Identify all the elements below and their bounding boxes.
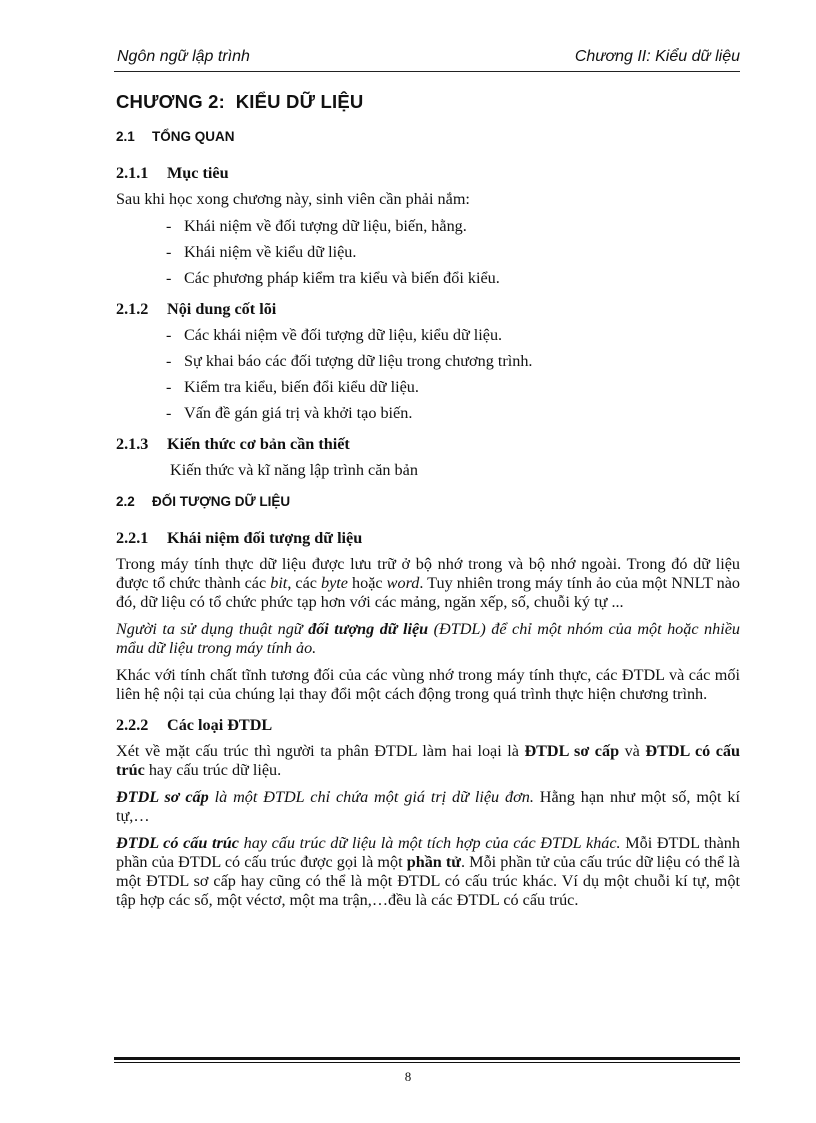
core-content-list [116,326,740,423]
section-number: 2.1.2 [116,300,149,318]
paragraph: ĐTDL có cấu trúc hay cấu trúc dữ liệu là một tích hợp của các ĐTDL khác. Mỗi ĐTDL thành phần của ĐTDL có cấu trúc được gọi là một phần tử. Mỗi phần tử của cấu trúc dữ liệu có thể là một ĐTDL sơ cấp hay cũng có thể là một ĐTDL có cấu trúc khác. Ví dụ một chuỗi kí tự, một tập hợp các số, một véctơ, một ma trận,…đều là các ĐTDL có cấu trúc. [116,834,740,909]
section-number: 2.1.1 [116,164,149,182]
header-book-title: Ngôn ngữ lập trình [117,48,250,65]
objectives-list [116,217,740,288]
section-title: Kiến thức cơ bản cần thiết [167,435,350,453]
paragraph: Khác với tính chất tĩnh tương đối của các vùng nhớ trong máy tính thực, các ĐTDL và các mối liên hệ nội tại của chúng lại thay đổi một cách động trong quá trình thực hiện chương trình. [116,666,740,703]
list-item: - Khái niệm về đối tượng dữ liệu, biến, hằng. [166,217,467,235]
chapter-heading [116,92,740,111]
section-2-1-2-heading [116,300,740,319]
section-number: 2.1.3 [116,435,149,453]
definition-paragraph: Người ta sử dụng thuật ngữ đối tượng dữ liệu (ĐTDL) để chỉ một nhóm của một hoặc nhiều mẩu dữ liệu trong máy tính ảo. [116,620,740,657]
section-2-1-3-heading [116,435,740,454]
list-item: - Khái niệm về kiểu dữ liệu. [166,243,357,261]
paragraph: Xét về mặt cấu trúc thì người ta phân ĐTDL làm hai loại là ĐTDL sơ cấp và ĐTDL có cấu trúc hay cấu trúc dữ liệu. [116,742,741,779]
list-item: - Sự khai báo các đối tượng dữ liệu trong chương trình. [166,352,533,370]
list-item: - Các khái niệm về đối tượng dữ liệu, kiểu dữ liệu. [166,326,503,344]
objectives-intro: Sau khi học xong chương này, sinh viên cần phải nắm: [116,190,470,208]
section-title: ĐỐI TƯỢNG DỮ LIỆU [152,494,291,509]
section-number: 2.2.1 [116,529,149,547]
section-title: Mục tiêu [167,164,229,182]
section-2-1-heading [116,127,740,146]
list-item: - Kiểm tra kiểu, biến đổi kiểu dữ liệu. [166,378,419,396]
section-title: Các loại ĐTDL [167,716,273,734]
chapter-number: CHƯƠNG 2: [116,91,225,112]
section-number: 2.2 [116,494,135,509]
header-rule [114,71,740,72]
section-number: 2.2.2 [116,716,149,734]
paragraph: Trong máy tính thực dữ liệu được lưu trữ ở bộ nhớ trong và bộ nhớ ngoài. Trong đó dữ liệu được tổ chức thành các bit, các byte hoặc word. Tuy nhiên trong máy tính ảo của một NNLT nào đó, dữ liệu có tổ chức phức tạp hơn với các mảng, ngăn xếp, số, chuỗi ký tự ... [116,555,740,611]
section-2-2-2-heading [116,716,740,735]
section-title: TỔNG QUAN [152,129,235,144]
section-title: Nội dung cốt lõi [167,300,277,318]
page-number: 8 [404,1069,412,1084]
section-2-1-1-heading [116,164,740,183]
list-item: - Vấn đề gán giá trị và khởi tạo biến. [166,404,413,422]
section-title: Khái niệm đối tượng dữ liệu [167,529,363,547]
list-item: - Các phương pháp kiểm tra kiểu và biến đổi kiểu. [166,269,500,287]
header-chapter-title: Chương II: Kiểu dữ liệu [574,48,740,65]
prerequisites-text: Kiến thức và kĩ năng lập trình căn bản [170,461,418,479]
section-2-2-1-heading [116,529,740,548]
page-header [114,44,740,74]
chapter-title: KIỂU DỮ LIỆU [235,91,364,112]
footer-rule [114,1057,740,1063]
paragraph: ĐTDL sơ cấp là một ĐTDL chỉ chứa một giá trị dữ liệu đơn. Hằng hạn như một số, một kí tự,… [116,788,740,825]
section-number: 2.1 [116,129,135,144]
page-content [116,92,740,918]
section-2-2-heading [116,492,740,511]
